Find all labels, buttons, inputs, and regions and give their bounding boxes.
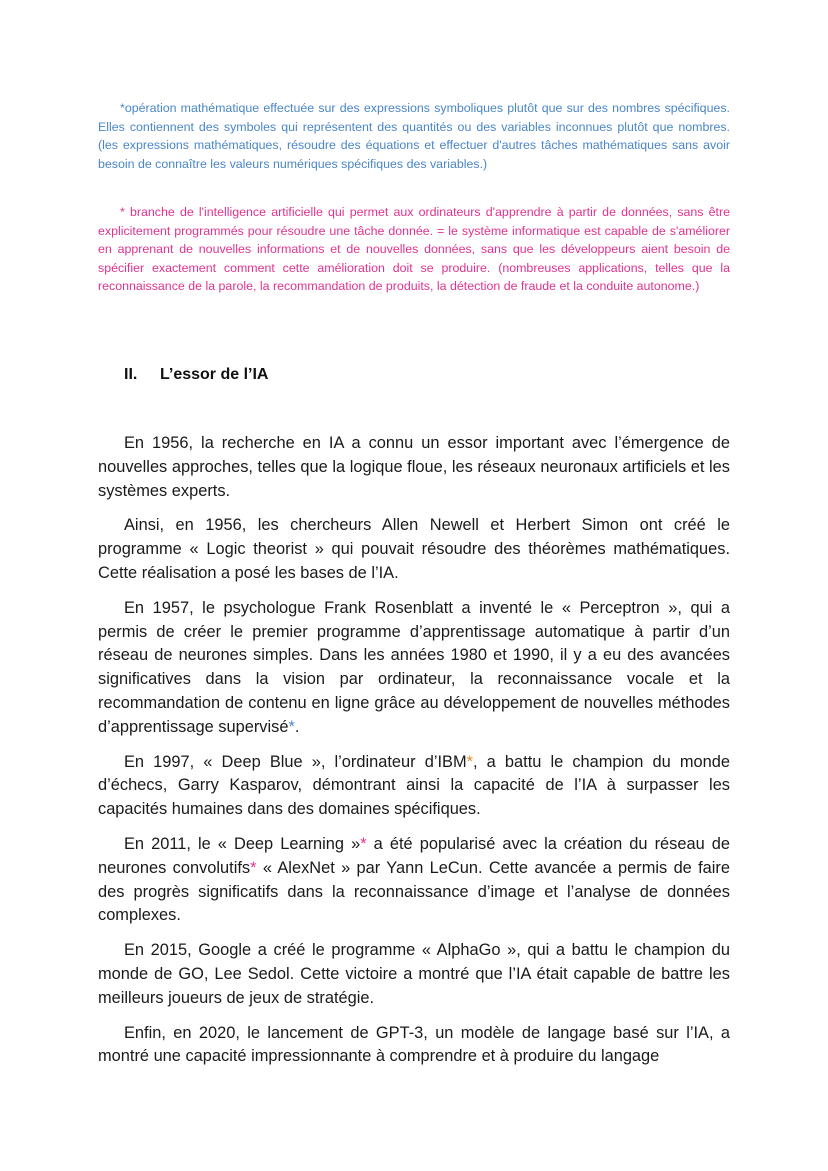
paragraph-perceptron-text: En 1957, le psychologue Frank Rosenblatt a inventé le « Perceptron », qui a permis de créer le premier programme d’apprentissage automatique à partir d’un réseau de neurones simples. Dans les années 1980 et 1990, il y a eu des avancées significatives dans la vision par ordinateur, la reconnaissance vocale et la recommandation de contenu en ligne grâce au développement de nouvelles méthodes d’apprentissage supervisé <box>98 598 730 736</box>
footnote-marker-orange: * <box>466 752 474 771</box>
paragraph-deep-blue-text-a: En 1997, « Deep Blue », l’ordinateur d’IBM <box>124 752 467 771</box>
paragraph-deep-learning <box>98 833 730 928</box>
paragraph-perceptron <box>98 597 730 740</box>
section-heading <box>124 366 268 384</box>
paragraph-deep-learning-text-c: « AlexNet » par Yann LeCun. Cette avancée a permis de faire des progrès significatifs dans la reconnaissance d’image et l’analyse de données complexes. <box>98 858 731 925</box>
paragraph-deep-learning-text-b: a été popularisé avec la création du réseau de neurones convolutifs <box>98 834 730 877</box>
paragraph-gpt3: Enfin, en 2020, le lancement de GPT-3, un modèle de langage basé sur l’IA, a montré une capacité impressionnante à comprendre et à produire du langage <box>98 1023 730 1066</box>
paragraph-perceptron-end: . <box>294 717 300 736</box>
footnote-pink-text: * branche de l'intelligence artificielle qui permet aux ordinateurs d'apprendre à partir de données, sans être explicitement programmés pour résoudre une tâche donnée. = le système informatique est capable de s'améliorer en apprenant de nouvelles informations et de nouvelles données, sans que les développeurs aient besoin de spécifier exactement comment cette amélioration doit se produire. (nombreuses applications, telles que la reconnaissance de la parole, la recommandation de produits, la détection de fraude et la conduite autonome.) <box>98 205 730 294</box>
paragraph-logic-theorist: Ainsi, en 1956, les chercheurs Allen Newell et Herbert Simon ont créé le programme « Logic theorist » qui pouvait résoudre des théorèmes mathématiques. Cette réalisation a posé les bases de l’IA. <box>98 516 730 582</box>
footnote-machine-learning <box>98 203 730 296</box>
paragraph-1956: En 1956, la recherche en IA a connu un essor important avec l’émergence de nouvelles approches, telles que la logique floue, les réseaux neuronaux artificiels et les systèmes experts. <box>98 434 730 500</box>
footnote-symbolic-computation <box>98 99 730 173</box>
paragraph-deep-blue-text-b: , a battu le champion du monde d’échecs, Garry Kasparov, démontrant ainsi la capacité de l’IA à surpasser les capacités humaines dans des domaines spécifiques. <box>98 752 730 819</box>
footnote-marker-blue: * <box>288 717 295 736</box>
footnote-marker-pink: * <box>360 834 367 853</box>
footnote-blue-text: *opération mathématique effectuée sur des expressions symboliques plutôt que sur des nombres spécifiques. Elles contiennent des symboles qui représentent des quantités ou des variables inconnues plutôt que nombres. (les expressions mathématiques, résoudre des équations et effectuer d'autres tâches mathématiques sans avoir besoin de connaître les valeurs numériques spécifiques des variables.) <box>98 101 730 171</box>
body-text <box>98 432 730 1080</box>
paragraph-alphago: En 2015, Google a créé le programme « AlphaGo », qui a battu le champion du monde de GO, Lee Sedol. Cette victoire a montré que l’IA était capable de battre les meilleurs joueurs de jeux de stratégie. <box>98 941 730 1007</box>
section-title: L’essor de l’IA <box>160 366 269 383</box>
paragraph-deep-learning-text-a: En 2011, le « Deep Learning » <box>124 834 361 853</box>
footnote-marker-pink-2: * <box>250 858 257 877</box>
paragraph-deep-blue <box>98 751 730 822</box>
section-number: II. <box>124 366 138 383</box>
